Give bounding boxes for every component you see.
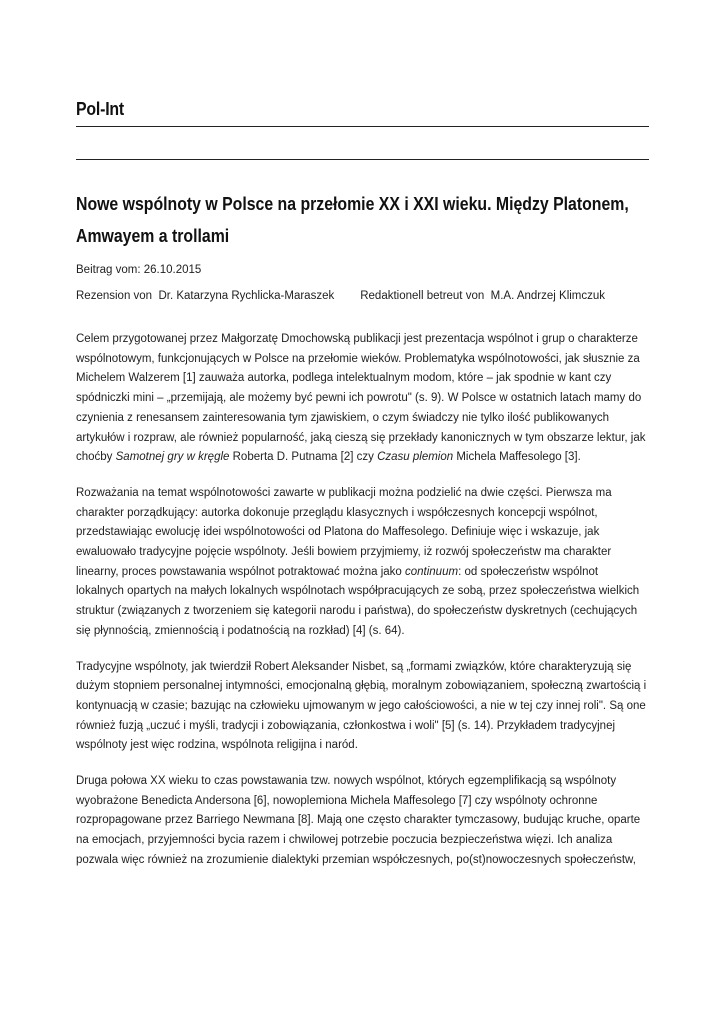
- paragraph-4: Druga połowa XX wieku to czas powstawania tzw. nowych wspólnot, których egzemplifikacją są wspólnoty wyobrażone Benedicta Andersona [6], nowoplemiona Michela Maffesolego [7] czy wspólnoty ochronne rozpropagowane przez Barriego Newmana [8]. Mają one często charakter tymczasowy, budując kruche, oparte na emocjach, przyjemności bycia razem i chwilowej potrzebie poczucia bezpieczeństwa więzi. Ich analiza pozwala więc również na zrozumienie dialektyki przemian współczesnych, po(st)nowoczesnych społeczeństw,: [76, 775, 641, 866]
- paragraph-text: Celem przygotowanej przez Małgorzatę Dmochowską publikacji jest prezentacja wspólnot i grup o charakterze wspólnotowym, funkcjonujących w Polsce na przełomie wieków. Problematyka wspólnotowości, jak słusznie za Michelem Walzerem [1] zauważa autorka, podlega intelektualnym modom, które – jak spodnie w kant czy spódniczki mini – „przemijają, ale możemy być pewni ich powrotu" (s. 9). W Polsce w ostatnich latach mamy do czynienia z renesansem zainteresowania tym zjawiskiem, o czym świadczy nie tylko ilość publikowanych artykułów i rozpraw, ale również popularność, jaką cieszą się przekłady kanonicznych w tym obszarze lektur, jak choćby: [76, 333, 646, 464]
- editor-name: M.A. Andrzej Klimczuk: [490, 290, 606, 302]
- article-title: Nowe wspólnoty w Polsce na przełomie XX i XXI wieku. Między Platonem, Amwayem a trollami: [76, 194, 629, 246]
- article-body: [76, 330, 649, 887]
- paragraph-3: Tradycyjne wspólnoty, jak twierdził Robert Aleksander Nisbet, są „formami związków, które charakteryzują się dużym stopniem personalnej intymności, emocjonalną głębią, moralnym zobowiązaniem, społeczną zwartością i kontynuacją w czasie; bazując na człowieku ujmowanym w jego całościowości, a nie w tej czy innej roli". Są one również fuzją „uczuć i myśli, tradycji i zobowiązania, członkostwa i woli" [5] (s. 14). Przykładem tradycyjnej wspólnoty jest więc rodzina, wspólnota religijna i naród.: [76, 660, 647, 752]
- review-info: [76, 290, 605, 302]
- paragraph-2: [76, 484, 649, 642]
- section-divider: [76, 159, 649, 160]
- paragraph-text: Rozważania na temat wspólnotowości zawarte w publikacji można podzielić na dwie części. Pierwsza ma charakter porządkujący: autorka dokonuje przeglądu klasycznych i współczesnych koncepcji wspólnot, przedstawiając ewolucję idei wspólnotowości od Platona do Maffesolego. Definiuje więc i wskazuje, jak ewaluowało tradycyjne pojęcie wspólnoty. Jeśli bowiem przyjmiemy, iż rozwój społeczeństw ma charakter linearny, proces powstawania wspólnot potraktować można jako: [76, 486, 612, 578]
- review-label: Rezension von: [76, 290, 153, 302]
- header-divider: [76, 126, 649, 127]
- book-title: Samotnej gry w kręgle: [115, 451, 230, 464]
- paragraph-1: [76, 330, 649, 468]
- paragraph-text: Roberta D. Putnama [2] czy: [229, 451, 378, 464]
- paragraph-text: : od społeczeństw wspólnot lokalnych opartych na małych lokalnych wspólnotach współpracujących ze sobą, przez społeczeństwa wielkich struktur (związanych z tworzeniem się kategorii narodu i państwa), do społeczeństw dyskretnych (cechujących się płynnością, zmiennością i podatnością na rozkład) [4] (s. 64).: [76, 565, 640, 637]
- paragraph-text: Michela Maffesolego [3].: [453, 451, 581, 464]
- editor-label: Redaktionell betreut von: [360, 290, 485, 302]
- posted-date: Beitrag vom: 26.10.2015: [76, 264, 202, 276]
- book-title: Czasu plemion: [377, 451, 454, 464]
- site-title: Pol-Int: [76, 99, 125, 119]
- reviewer-name: Dr. Katarzyna Rychlicka-Maraszek: [158, 290, 335, 302]
- term-emphasis: continuum: [405, 565, 459, 578]
